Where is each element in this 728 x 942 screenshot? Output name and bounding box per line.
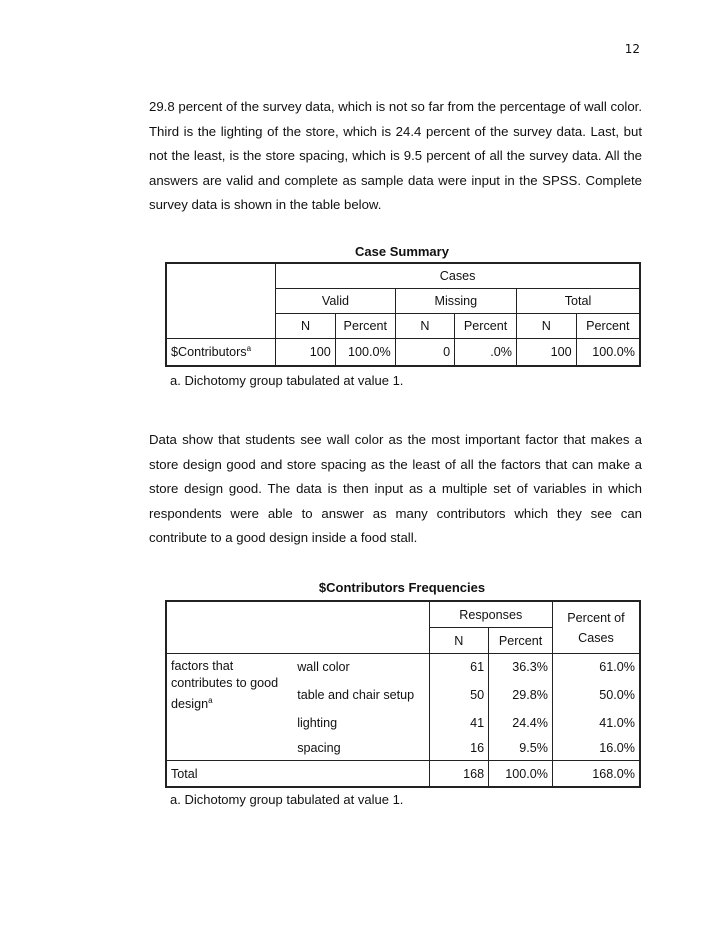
cell-missing-n: 0	[395, 339, 454, 367]
group-header-valid: Valid	[276, 289, 395, 314]
row-label: spacing	[293, 735, 429, 761]
table-row	[166, 654, 640, 680]
footnote-marker: a	[246, 344, 252, 354]
group-label	[166, 654, 293, 761]
paragraph-intro: 29.8 percent of the survey data, which is not so far from the percentage of wall color. Third is the lighting of the store, which is 24.4 percent of the survey data. Last, but not the least, is the store spacing, which is 9.5 percent of all the survey data. All the answers are valid and complete as sample data were input in the SPSS. Complete survey data is shown in the table below.	[149, 99, 642, 212]
cell-percent: 9.5%	[489, 735, 553, 761]
responses-header: Responses	[429, 601, 552, 628]
column-header-percent: Percent	[489, 628, 553, 654]
row-label: table and chair setup	[293, 679, 429, 710]
footnote-marker: a	[208, 696, 213, 705]
row-label: lighting	[293, 710, 429, 735]
cell-missing-percent: .0%	[455, 339, 517, 367]
cell-n: 61	[429, 654, 489, 680]
row-label	[166, 339, 276, 367]
cell-percent: 29.8%	[489, 679, 553, 710]
group-header-missing: Missing	[395, 289, 516, 314]
cell-percent-of-cases: 41.0%	[552, 710, 640, 735]
case-summary-title: Case Summary	[355, 244, 449, 259]
row-label-text: $Contributors	[171, 345, 247, 360]
table-corner-cell	[293, 601, 429, 654]
cell-valid-n: 100	[276, 339, 336, 367]
group-label-text: factors that contributes to good design	[171, 659, 279, 712]
cell-percent: 24.4%	[489, 710, 553, 735]
case-summary-table	[165, 262, 641, 367]
paragraph-findings: Data show that students see wall color as the most important factor that makes a store design good and store spacing as the least of all the factors that can make a store design good. The data is then input as a multiple set of variables in which respondents were able to answer as many contributors which they see can contribute to a good design inside a food stall.	[149, 432, 642, 545]
column-header: N	[395, 314, 454, 339]
cell-n: 16	[429, 735, 489, 761]
frequencies-title: $Contributors Frequencies	[318, 580, 486, 595]
table-corner-cell	[166, 263, 276, 339]
cell-percent-of-cases: 50.0%	[552, 679, 640, 710]
cell-valid-percent: 100.0%	[335, 339, 395, 367]
cases-header: Cases	[276, 263, 640, 289]
total-label: Total	[166, 761, 429, 788]
column-header: Percent	[335, 314, 395, 339]
group-header-total: Total	[517, 289, 641, 314]
percent-of-cases-header: Percent of Cases	[552, 601, 640, 654]
page-number: 12	[624, 42, 640, 56]
cell-total-percent: 100.0%	[576, 339, 640, 367]
frequencies-footnote: a. Dichotomy group tabulated at value 1.	[170, 792, 404, 807]
cell-percent-of-cases: 61.0%	[552, 654, 640, 680]
cell-total-percent-of-cases: 168.0%	[552, 761, 640, 788]
frequencies-table	[165, 600, 641, 788]
cell-total-n: 168	[429, 761, 489, 788]
row-label: wall color	[293, 654, 429, 680]
column-header: N	[276, 314, 336, 339]
cell-n: 50	[429, 679, 489, 710]
cell-percent-of-cases: 16.0%	[552, 735, 640, 761]
column-header-n: N	[429, 628, 489, 654]
cell-total-n: 100	[517, 339, 577, 367]
column-header: Percent	[576, 314, 640, 339]
column-header: N	[517, 314, 577, 339]
case-summary-footnote: a. Dichotomy group tabulated at value 1.	[170, 373, 404, 388]
cell-percent: 36.3%	[489, 654, 553, 680]
cell-n: 41	[429, 710, 489, 735]
table-row-total	[166, 761, 640, 788]
table-row	[166, 339, 640, 367]
table-corner-cell	[166, 601, 293, 654]
cell-total-percent: 100.0%	[489, 761, 553, 788]
column-header: Percent	[455, 314, 517, 339]
